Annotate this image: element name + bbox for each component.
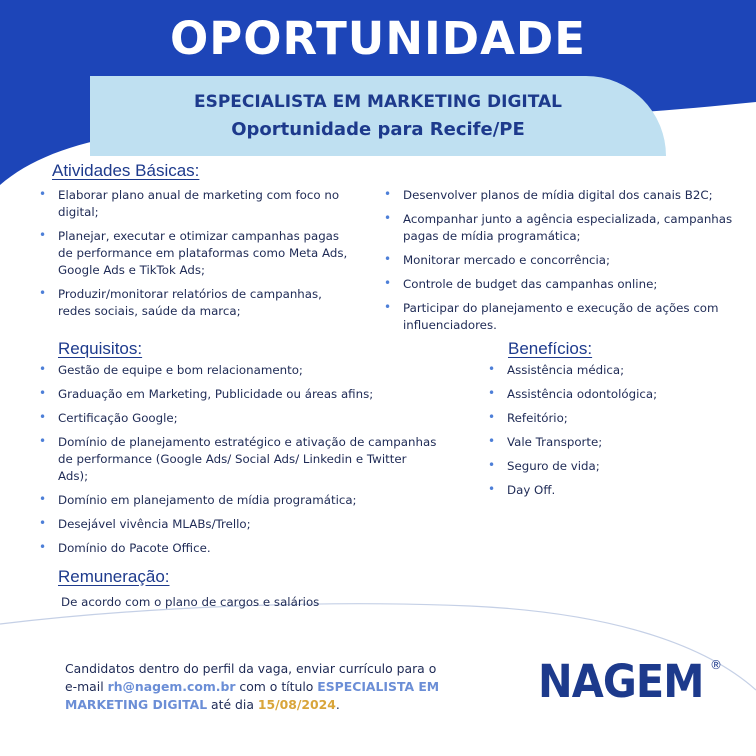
beneficios-list	[487, 362, 727, 506]
requisitos-title: Requisitos:	[58, 339, 143, 358]
bullet-icon: •	[39, 410, 47, 424]
list-item: • Planejar, executar e otimizar campanhas pagas de performance em plataformas como Meta Ads, Google Ads e TikTok Ads;	[39, 228, 348, 277]
list-item: • Desenvolver planos de mídia digital dos canais B2C;	[384, 187, 713, 202]
bullet-icon: •	[488, 482, 496, 496]
list-item: • Domínio do Pacote Office.	[39, 540, 211, 555]
list-item: • Graduação em Marketing, Publicidade ou áreas afins;	[39, 386, 374, 401]
atividades-title: Atividades Básicas:	[52, 161, 200, 180]
atividades-right-list	[383, 187, 733, 341]
list-item: • Refeitório;	[488, 410, 568, 425]
bullet-icon: •	[39, 228, 47, 242]
deadline-date: 15/08/2024	[257, 697, 336, 712]
atividades-left-list	[38, 187, 356, 327]
bullet-icon: •	[39, 540, 47, 554]
bullet-icon: •	[39, 386, 47, 400]
list-item: • Acompanhar junto a agência especializada, campanhas pagas de mídia programática;	[384, 211, 733, 243]
job-location: Oportunidade para Recife/PE	[231, 119, 525, 140]
bullet-icon: •	[488, 362, 496, 376]
list-item: • Controle de budget das campanhas online;	[384, 276, 658, 291]
bullet-icon: •	[488, 410, 496, 424]
remuneracao-text: De acordo com o plano de cargos e salários	[61, 595, 320, 609]
footer-job-title: ESPECIALISTA EM MARKETING DIGITAL	[65, 679, 440, 712]
requisitos-list	[38, 362, 438, 564]
bullet-icon: •	[384, 187, 392, 201]
list-item: • Produzir/monitorar relatórios de campanhas, redes sociais, saúde da marca;	[39, 286, 322, 318]
list-item: • Desejável vivência MLABs/Trello;	[39, 516, 251, 531]
bullet-icon: •	[39, 286, 47, 300]
job-title: ESPECIALISTA EM MARKETING DIGITAL	[193, 92, 563, 112]
bullet-icon: •	[488, 458, 496, 472]
bullet-icon: •	[39, 434, 47, 448]
list-item: • Elaborar plano anual de marketing com foco no digital;	[39, 187, 340, 219]
bullet-icon: •	[39, 362, 47, 376]
beneficios-title: Benefícios:	[508, 339, 593, 358]
bullet-icon: •	[384, 276, 392, 290]
footer-instructions: Candidatos dentro do perfil da vaga, enviar currículo para o e-mail rh@nagem.com.br com o título ESPECIALISTA EM MARKETING DIGITAL até dia 15/08/2024.	[65, 661, 440, 712]
list-item: • Seguro de vida;	[488, 458, 600, 473]
list-item: • Domínio de planejamento estratégico e ativação de campanhas de performance (Google Ads/ Social Ads/ Linkedin e Twitter Ads);	[39, 434, 437, 483]
list-item: • Assistência médica;	[488, 362, 625, 377]
list-item: • Day Off.	[488, 482, 556, 497]
registered-mark: ®	[709, 658, 722, 672]
job-title-banner	[90, 76, 666, 156]
list-item: • Participar do planejamento e execução de ações com influenciadores.	[384, 300, 719, 332]
list-item: • Certificação Google;	[39, 410, 178, 425]
header-title: OPORTUNIDADE	[169, 12, 587, 65]
list-item: • Vale Transporte;	[488, 434, 603, 449]
nagem-logo	[538, 656, 722, 708]
list-item: • Gestão de equipe e bom relacionamento;	[39, 362, 303, 377]
bullet-icon: •	[39, 492, 47, 506]
bullet-icon: •	[384, 300, 392, 314]
logo-wordmark: NAGEM	[538, 655, 704, 708]
bullet-icon: •	[488, 434, 496, 448]
bullet-icon: •	[488, 386, 496, 400]
bullet-icon: •	[384, 252, 392, 266]
list-item: • Assistência odontológica;	[488, 386, 658, 401]
list-item: • Domínio em planejamento de mídia programática;	[39, 492, 357, 507]
list-item: • Monitorar mercado e concorrência;	[384, 252, 611, 267]
bullet-icon: •	[39, 516, 47, 530]
bullet-icon: •	[39, 187, 47, 201]
remuneracao-title: Remuneração:	[58, 567, 170, 586]
contact-email: rh@nagem.com.br	[107, 679, 236, 694]
bullet-icon: •	[384, 211, 392, 225]
